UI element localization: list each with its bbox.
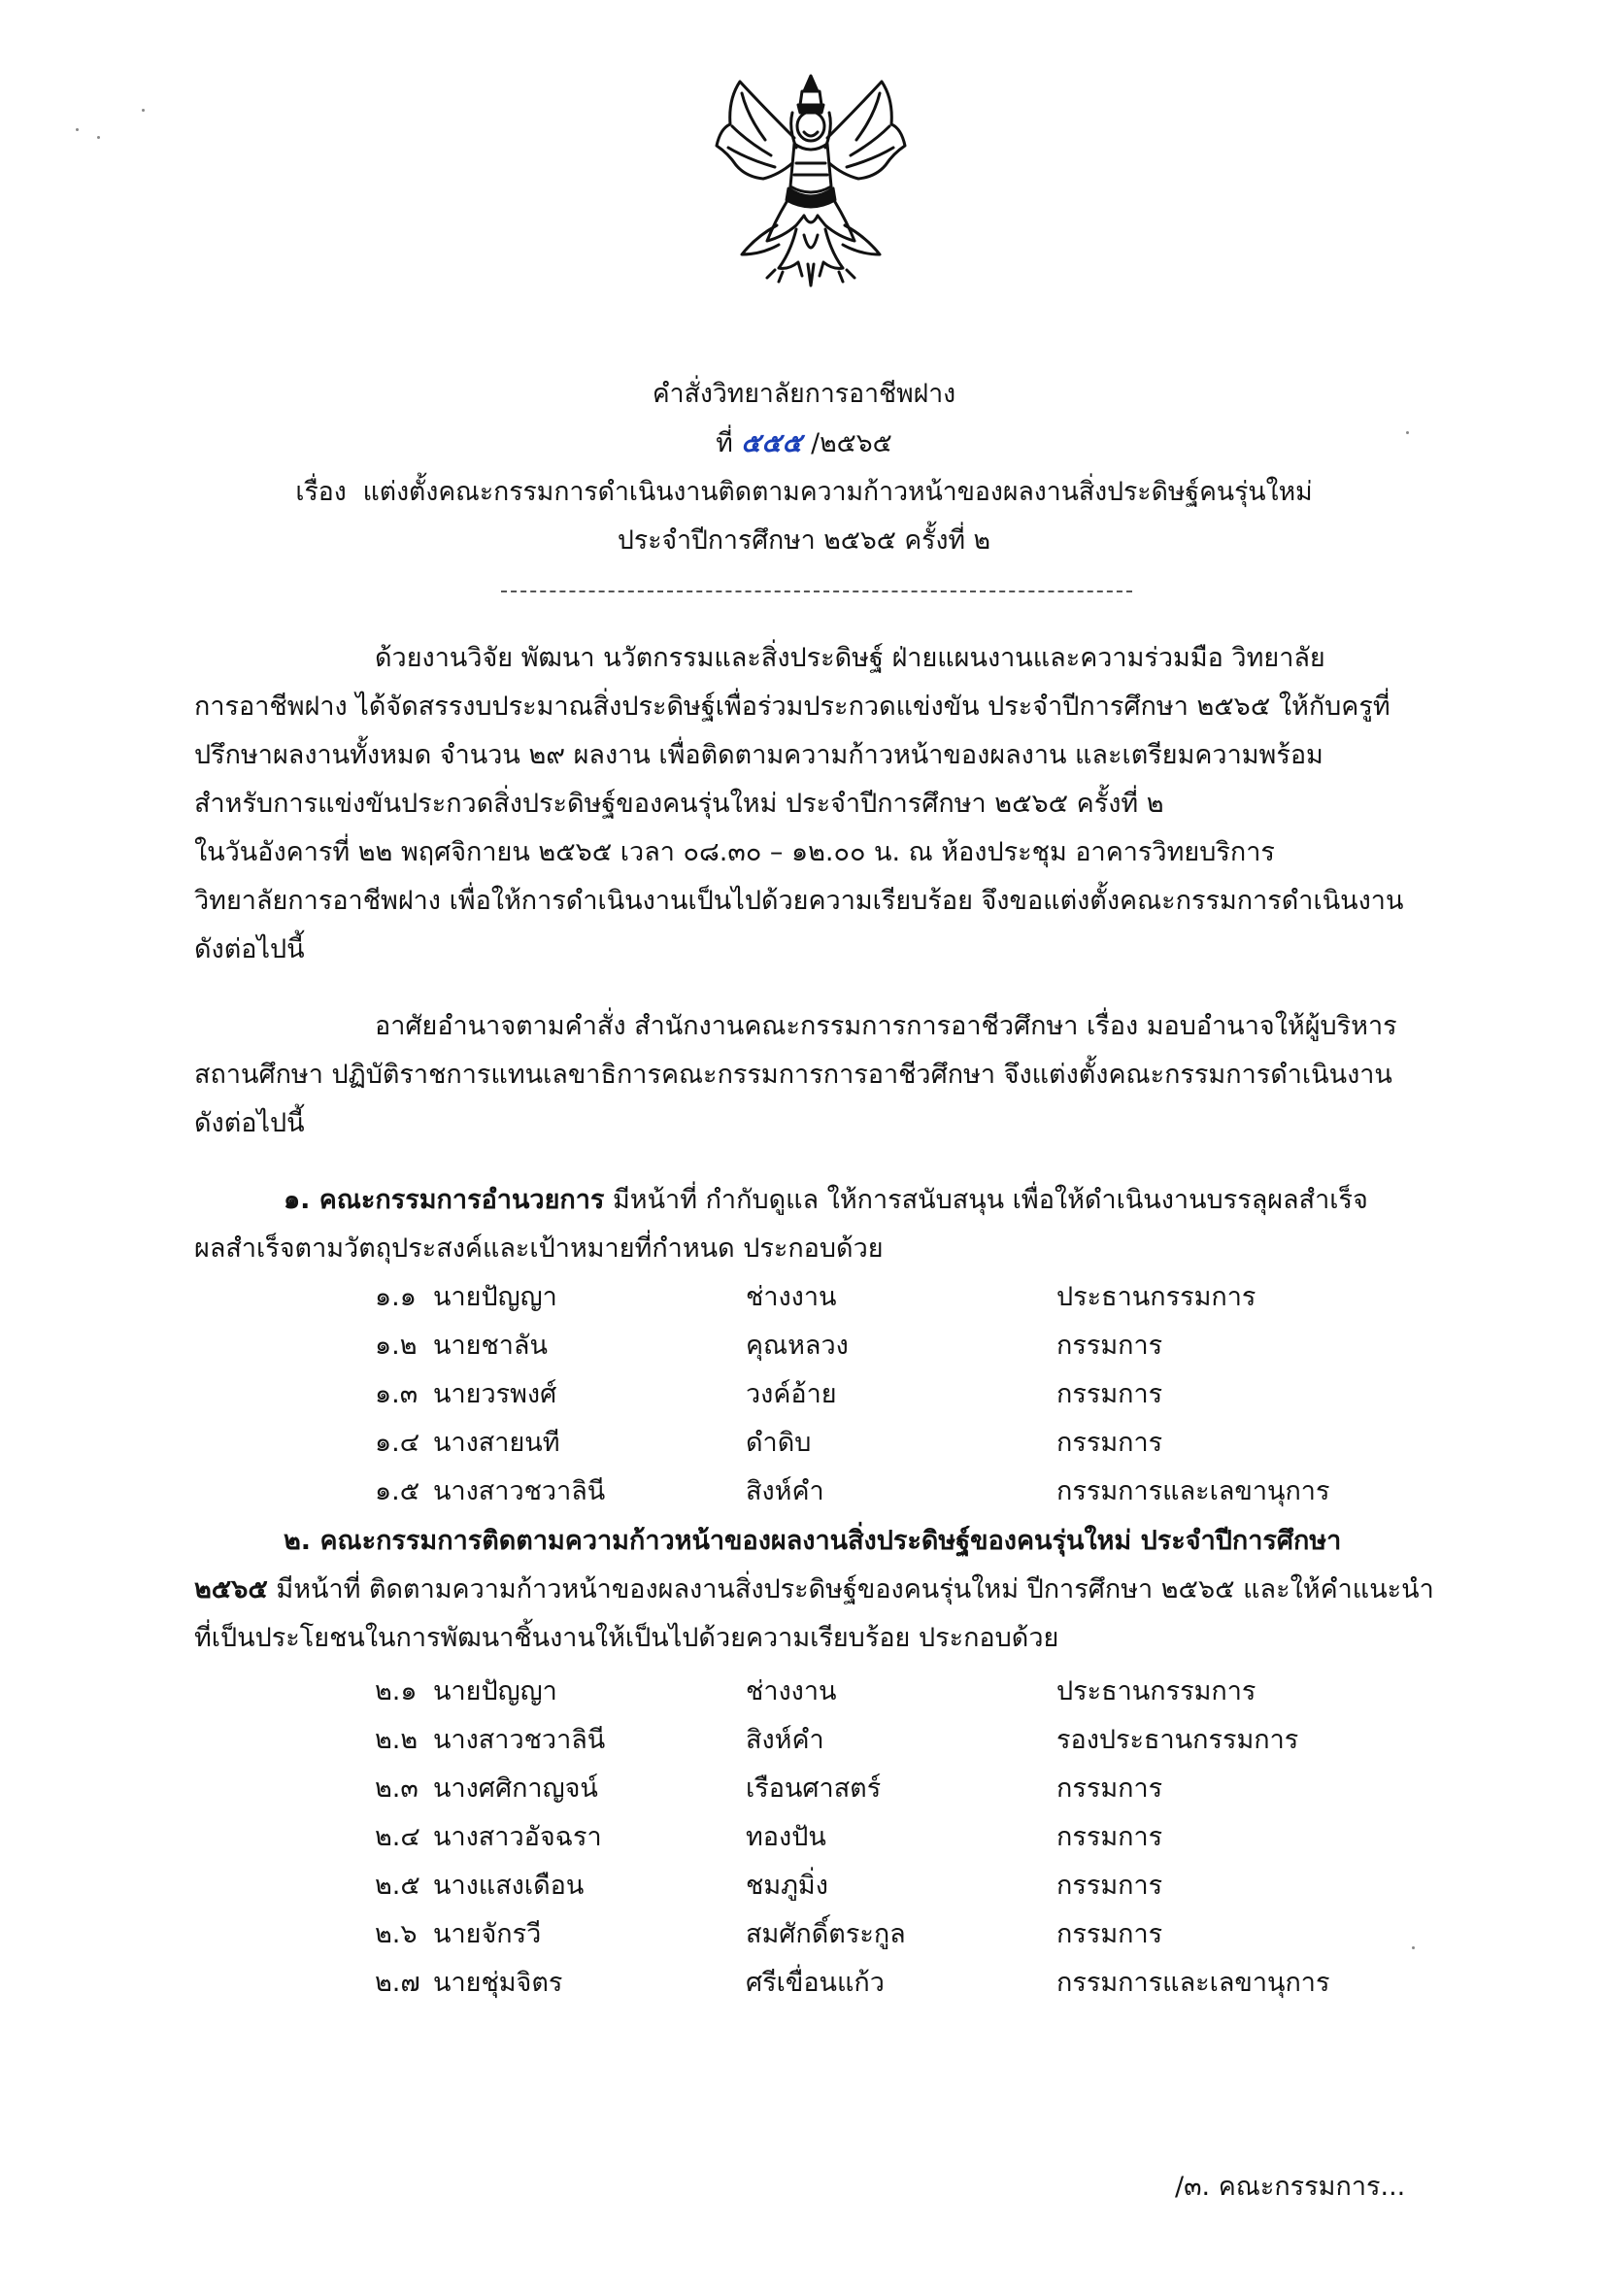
member-role: กรรมการ bbox=[1056, 1773, 1163, 1804]
member-name: นายปัญญา bbox=[433, 1282, 557, 1312]
member-number: ๒.๕ bbox=[375, 1871, 420, 1901]
subject-line bbox=[12, 479, 1596, 505]
paragraph-1-line: ในวันอังคารที่ ๒๒ พฤศจิกายน ๒๕๖๕ เวลา ๐๘.๓๐ – ๑๒.๐๐ น. ณ ห้องประชุม อาคารวิทยบริการ bbox=[194, 837, 1275, 867]
section-2-line-3: ที่เป็นประโยชนในการพัฒนาชิ้นงานให้เป็นไปด้วยความเรียบร้อย ประกอบด้วย bbox=[194, 1623, 1059, 1653]
document-title: คำสั่งวิทยาลัยการอาชีพฝาง bbox=[652, 379, 956, 409]
paragraph-2-line: อาศัยอำนาจตามคำสั่ง สำนักงานคณะกรรมการการอาชีวศึกษา เรื่อง มอบอำนาจให้ผู้บริหาร bbox=[375, 1011, 1397, 1041]
member-role: กรรมการ bbox=[1056, 1331, 1163, 1361]
member-name: นางสายนที bbox=[433, 1428, 560, 1458]
section-1-duty: มีหน้าที่ กำกับดูแล ให้การสนับสนุน เพื่อให้ดำเนินงานบรรลุผลสำเร็จ bbox=[604, 1185, 1368, 1215]
section-1-line-2: ผลสำเร็จตามวัตถุประสงค์และเป้าหมายที่กำหนด ประกอบด้วย bbox=[194, 1233, 884, 1264]
scan-speck bbox=[76, 128, 79, 131]
member-surname: สมศักดิ์ตระกูล bbox=[746, 1919, 906, 1949]
member-surname: คุณหลวง bbox=[746, 1331, 849, 1361]
order-number-line bbox=[12, 430, 1596, 456]
subject-text: แต่งตั้งคณะกรรมการดำเนินงานติดตามความก้าวหน้าของผลงานสิ่งประดิษฐ์คนรุ่นใหม่ bbox=[362, 477, 1313, 507]
member-name: นายจักรวี bbox=[433, 1919, 542, 1949]
member-name: นางแสงเดือน bbox=[433, 1871, 585, 1901]
paragraph-1-line: ดังต่อไปนี้ bbox=[194, 934, 305, 964]
member-name: นางสาวชวาลินี bbox=[433, 1725, 606, 1755]
paragraph-2-line: สถานศึกษา ปฏิบัติราชการแทนเลขาธิการคณะกรรมการการอาชีวศึกษา จึงแต่งตั้งคณะกรรมการดำเนินงาน bbox=[194, 1060, 1392, 1090]
member-name: นางศศิกาญจน์ bbox=[433, 1773, 598, 1804]
section-1-title: ๑. คณะกรรมการอำนวยการ bbox=[284, 1185, 605, 1215]
order-number: ๕๕๕ bbox=[741, 428, 803, 458]
member-surname: ดำดิบ bbox=[746, 1428, 812, 1458]
member-surname: ช่างงาน bbox=[746, 1282, 837, 1312]
member-number: ๒.๑ bbox=[375, 1676, 418, 1706]
paragraph-1-line: การอาชีพฝาง ได้จัดสรรงบประมาณสิ่งประดิษฐ์เพื่อร่วมประกวดแข่งขัน ประจำปีการศึกษา ๒๕๖๕ ให้กับครูที่ bbox=[194, 692, 1390, 722]
section-2-heading: ๒. คณะกรรมการติดตามความก้าวหน้าของผลงานสิ่งประดิษฐ์ของคนรุ่นใหม่ ประจำปีการศึกษา bbox=[284, 1526, 1342, 1556]
paragraph-1-line: สำหรับการแข่งขันประกวดสิ่งประดิษฐ์ของคนรุ่นใหม่ ประจำปีการศึกษา ๒๕๖๕ ครั้งที่ ๒ bbox=[194, 789, 1164, 819]
member-number: ๑.๔ bbox=[375, 1428, 420, 1458]
member-number: ๒.๖ bbox=[375, 1919, 418, 1949]
member-number: ๑.๒ bbox=[375, 1331, 418, 1361]
member-name: นางสาวอัจฉรา bbox=[433, 1822, 602, 1852]
member-surname: ช่างงาน bbox=[746, 1676, 837, 1706]
member-role: กรรมการ bbox=[1056, 1919, 1163, 1949]
member-role: ประธานกรรมการ bbox=[1056, 1282, 1256, 1312]
member-surname: เรือนศาสตร์ bbox=[746, 1773, 882, 1804]
section-2-year: ๒๕๖๕ bbox=[194, 1574, 268, 1604]
member-surname: วงค์อ้าย bbox=[746, 1379, 837, 1409]
member-number: ๒.๓ bbox=[375, 1773, 419, 1804]
member-surname: สิงห์คำ bbox=[746, 1476, 824, 1506]
member-role: รองประธานกรรมการ bbox=[1056, 1725, 1299, 1755]
member-number: ๒.๗ bbox=[375, 1968, 420, 1998]
header-divider bbox=[501, 591, 1132, 592]
order-year: /๒๕๖๕ bbox=[811, 428, 892, 458]
member-number: ๒.๔ bbox=[375, 1822, 420, 1852]
member-surname: สิงห์คำ bbox=[746, 1725, 824, 1755]
scan-speck bbox=[142, 109, 145, 112]
member-surname: ทองปัน bbox=[746, 1822, 826, 1852]
member-number: ๑.๓ bbox=[375, 1379, 419, 1409]
member-role: กรรมการ bbox=[1056, 1379, 1163, 1409]
member-role: กรรมการและเลขานุการ bbox=[1056, 1968, 1330, 1998]
subject-label: เรื่อง bbox=[295, 477, 347, 507]
section-2-line-2 bbox=[194, 1576, 1434, 1603]
member-surname: ชมภูมิ่ง bbox=[746, 1871, 828, 1901]
member-role: กรรมการ bbox=[1056, 1822, 1163, 1852]
scan-speck bbox=[1412, 1946, 1415, 1949]
member-name: นางสาวชวาลินี bbox=[433, 1476, 606, 1506]
member-name: นายชาลัน bbox=[433, 1331, 548, 1361]
member-name: นายวรพงศ์ bbox=[433, 1379, 557, 1409]
member-number: ๒.๒ bbox=[375, 1725, 419, 1755]
paragraph-1-line: ด้วยงานวิจัย พัฒนา นวัตกรรมและสิ่งประดิษฐ์ ฝ่ายแผนงานและความร่วมมือ วิทยาลัย bbox=[375, 643, 1325, 673]
subject-line-2: ประจำปีการศึกษา ๒๕๖๕ ครั้งที่ ๒ bbox=[618, 525, 990, 556]
member-role: กรรมการ bbox=[1056, 1871, 1163, 1901]
member-surname: ศรีเขื่อนแก้ว bbox=[746, 1968, 885, 1998]
member-role: กรรมการและเลขานุการ bbox=[1056, 1476, 1330, 1506]
scan-speck bbox=[97, 136, 100, 139]
order-prefix: ที่ bbox=[716, 428, 733, 458]
paragraph-1-line: วิทยาลัยการอาชีพฝาง เพื่อให้การดำเนินงานเป็นไปด้วยความเรียบร้อย จึงขอแต่งตั้งคณะกรรมการดำเนินงาน bbox=[194, 886, 1404, 916]
page-continuation: /๓. คณะกรรมการ... bbox=[1175, 2172, 1406, 2202]
section-1-heading bbox=[284, 1187, 1368, 1213]
member-name: นายปัญญา bbox=[433, 1676, 557, 1706]
member-name: นายชุ่มจิตร bbox=[433, 1968, 563, 1998]
member-number: ๑.๑ bbox=[375, 1282, 417, 1312]
paragraph-1-line: ปรึกษาผลงานทั้งหมด จำนวน ๒๙ ผลงาน เพื่อติดตามความก้าวหน้าของผลงาน และเตรียมความพร้อม bbox=[194, 740, 1323, 770]
section-2-duty: มีหน้าที่ ติดตามความก้าวหน้าของผลงานสิ่งประดิษฐ์ของคนรุ่นใหม่ ปีการศึกษา ๒๕๖๕ และให้คำแนะนำ bbox=[267, 1574, 1434, 1604]
garuda-emblem-icon bbox=[707, 70, 915, 289]
member-role: กรรมการ bbox=[1056, 1428, 1163, 1458]
member-number: ๑.๕ bbox=[375, 1476, 420, 1506]
member-role: ประธานกรรมการ bbox=[1056, 1676, 1256, 1706]
paragraph-2-line: ดังต่อไปนี้ bbox=[194, 1108, 305, 1138]
